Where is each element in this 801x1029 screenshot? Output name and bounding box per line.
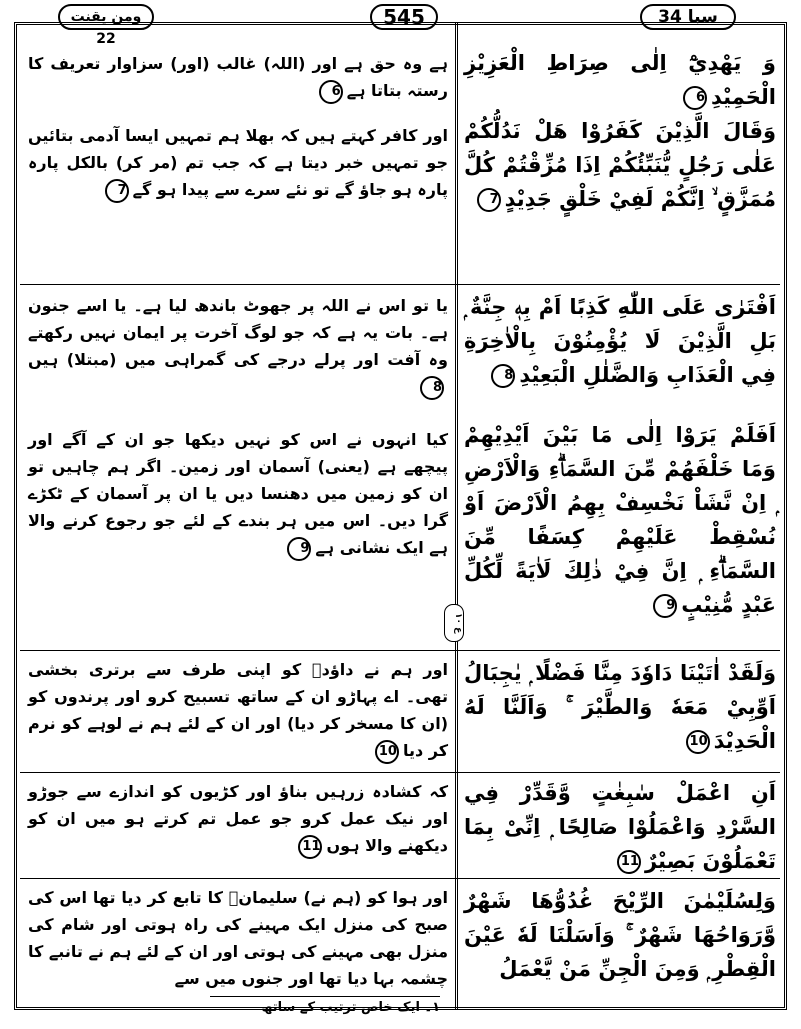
arabic-text: وَلِسُلَيْمٰنَ الرِّيْحَ غُدُوُّهَا شَهْرٌ وَّرَوَاحُهَا شَهْرٌ ۚ وَاَسَلْنَا لَهٗ عَيْنَ الْقِطْرِ ۭ وَمِنَ الْجِنِّ مَنْ يَّعْمَلُ xyxy=(464,889,776,981)
surah-label: سبا 34 xyxy=(640,4,736,30)
urdu-translation xyxy=(28,656,448,764)
arabic-verse xyxy=(464,114,776,216)
verse-number: 9 xyxy=(653,594,677,618)
arabic-verse xyxy=(464,418,776,622)
verse-number: 11 xyxy=(298,835,322,859)
ruku-marker: ع ۱۰ xyxy=(444,604,464,642)
section-separator xyxy=(20,772,780,773)
arabic-verse xyxy=(464,46,776,114)
arabic-text: اَنِ اعْمَلْ سٰبِغٰتٍ وَّقَدِّرْ فِي السَّرْدِ وَاعْمَلُوْا صَالِحًا ۭ اِنِّىْ بِمَا تَعْمَلُوْنَ بَصِيْرٌ xyxy=(464,781,776,873)
verse-number: 9 xyxy=(287,537,311,561)
page-number: 545 xyxy=(370,4,438,30)
verse-number: 10 xyxy=(686,730,710,754)
urdu-translation xyxy=(28,292,448,400)
verse-number: 7 xyxy=(477,188,501,212)
arabic-text: وَ يَهْدِيْٓ اِلٰى صِرَاطِ الْعَزِيْزِ الْحَمِيْدِ xyxy=(464,51,776,109)
section-separator xyxy=(20,878,780,879)
arabic-verse xyxy=(464,656,776,758)
urdu-translation xyxy=(28,122,448,203)
urdu-text: اور ہم نے داؤدؑ کو اپنی طرف سے برتری بخشی تھی۔ اے پہاڑو ان کے ساتھ تسبیح کرو اور پرندوں کو (ان کا مسخر کر دیا) اور ان کے لئے ہم نے لوہے کو نرم کر دیا xyxy=(28,660,448,760)
juz-label: ومن يقنت 22 xyxy=(58,4,154,30)
urdu-text: اور ہوا کو (ہم نے) سلیمانؑ کا تابع کر دیا تھا اس کی صبح کی منزل ایک مہینے کی راہ ہوتی اور شام کی منزل بھی مہینے کی ہوتی اور ان کے لئے ہم نے تانبے کا چشمہ بہا دیا تھا اور جنوں میں سے xyxy=(28,888,448,988)
section-separator xyxy=(20,650,780,651)
urdu-text: کیا انہوں نے اس کو نہیں دیکھا جو ان کے آگے اور پیچھے ہے (یعنی) آسمان اور زمین۔ اگر ہم چاہیں تو ان کو زمین میں دھنسا دیں یا ان پر آسمان کے ٹکڑے گرا دیں۔ اس میں ہر بندے کے لئے جو رجوع کرنے والا ہے ایک نشانی ہے xyxy=(28,430,448,557)
arabic-verse xyxy=(464,884,776,986)
verse-number: 8 xyxy=(491,364,515,388)
column-divider xyxy=(455,22,458,1010)
urdu-text: اور کافر کہتے ہیں کہ بھلا ہم تمہیں ایسا آدمی بتائیں جو تمہیں خبر دیتا ہے کہ جب تم (مر کر) بالکل پارہ پارہ ہو جاؤ گے تو نئے سرے سے پیدا ہو گے xyxy=(28,126,448,199)
footnote: ۱۔ ایک خاص ترتیب کے ساتھ xyxy=(210,996,440,1023)
verse-number: 10 xyxy=(375,740,399,764)
arabic-verse xyxy=(464,290,776,392)
arabic-text: وَقَالَ الَّذِيْنَ كَفَرُوْا هَلْ نَدُلُّكُمْ عَلٰى رَجُلٍ يُّنَبِّئُكُمْ اِذَا مُزِّقْتُمْ كُلَّ مُمَزَّقٍ ۙ اِنَّكُمْ لَفِيْ خَلْقٍ جَدِيْدٍ xyxy=(464,119,776,211)
verse-number: 11 xyxy=(617,850,641,874)
urdu-text: ہے وہ حق ہے اور (اللہ) غالب (اور) سزاوار تعریف کا رستہ بتاتا ہے xyxy=(28,54,448,100)
verse-number: 7 xyxy=(105,179,129,203)
urdu-text: کہ کشادہ زرہیں بناؤ اور کڑیوں کو اندازے سے جوڑو اور نیک عمل کرو جو عمل تم کرتے ہو میں ان کو دیکھنے والا ہوں xyxy=(28,782,448,855)
verse-number: 6 xyxy=(319,80,343,104)
urdu-translation xyxy=(28,426,448,561)
section-separator xyxy=(20,284,780,285)
arabic-text: وَلَقَدْ اٰتَيْنَا دَاوٗدَ مِنَّا فَضْلًا ۭ يٰجِبَالُ اَوِّبِيْ مَعَهٗ وَالطَّيْرَ ۚ وَاَلَنَّا لَهُ الْحَدِيْدَ xyxy=(464,661,776,753)
urdu-translation xyxy=(28,50,448,104)
arabic-text: اَفْتَرٰى عَلَى اللّٰهِ كَذِبًا اَمْ بِهٖ جِنَّةٌ ۭ بَلِ الَّذِيْنَ لَا يُؤْمِنُوْنَ بِالْاٰخِرَةِ فِي الْعَذَابِ وَالضَّلٰلِ الْبَعِيْدِ xyxy=(464,295,776,387)
verse-number: 8 xyxy=(420,376,444,400)
urdu-translation xyxy=(28,884,448,992)
urdu-translation xyxy=(28,778,448,859)
arabic-text: اَفَلَمْ يَرَوْا اِلٰى مَا بَيْنَ اَيْدِيْهِمْ وَمَا خَلْفَهُمْ مِّنَ السَّمَاۗءِ وَالْاَرْضِ ۭ اِنْ نَّشَاْ نَخْسِفْ بِهِمُ الْاَرْضَ اَوْ نُسْقِطْ عَلَيْهِمْ كِسَفًا مِّنَ السَّمَاۗءِ ۭ اِنَّ فِيْ ذٰلِكَ لَاٰيَةً لِّكُلِّ عَبْدٍ مُّنِيْبٍ xyxy=(464,423,776,617)
verse-number: 6 xyxy=(683,86,707,110)
arabic-verse xyxy=(464,776,776,878)
urdu-text: یا تو اس نے اللہ پر جھوٹ باندھ لیا ہے۔ یا اسے جنون ہے۔ بات یہ ہے کہ جو لوگ آخرت پر ایمان نہیں رکھتے وہ آفت اور پرلے درجے کی گمراہی میں (مبتلا) ہیں xyxy=(28,296,448,369)
